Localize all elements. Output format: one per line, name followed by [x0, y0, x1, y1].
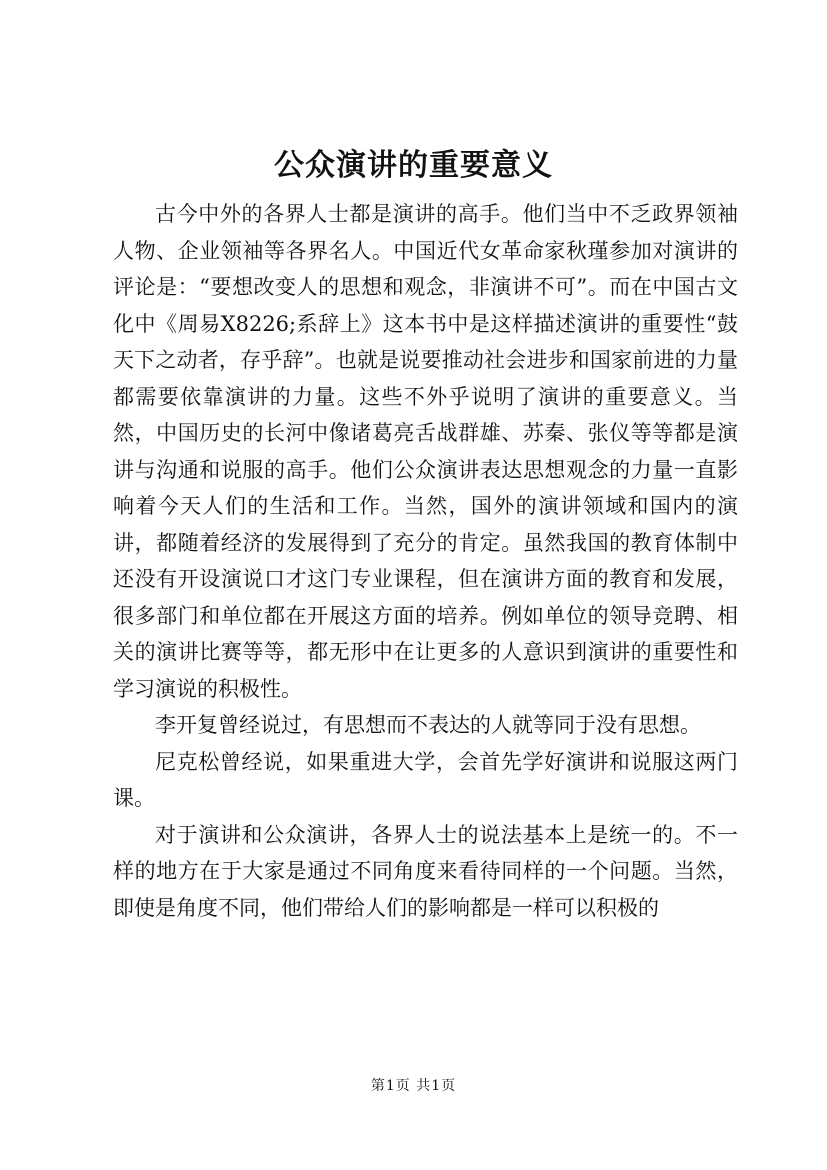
paragraph-3: 尼克松曾经说，如果重进大学，会首先学好演讲和说服这两门课。 [113, 749, 738, 810]
paragraph-1: 古今中外的各界人士都是演讲的高手。他们当中不乏政界领袖人物、企业领袖等各界名人。中国近代女革命家秋瑾参加对演讲的评论是：“要想改变人的思想和观念，非演讲不可”。而在中国古文化中《周易X8226;系辞上》这本书中是这样描述演讲的重要性“鼓天下之动者，存乎辞”。也就是说要推动社会进步和国家前进的力量都需要依靠演讲的力量。这些不外乎说明了演讲的重要意义。当然，中国历史的长河中像诸葛亮舌战群雄、苏秦、张仪等等都是演讲与沟通和说服的高手。他们公众演讲表达思想观念的力量一直影响着今天人们的生活和工作。当然，国外的演讲领域和国内的演讲，都随着经济的发展得到了充分的肯定。虽然我国的教育体制中还没有开设演说口才这门专业课程，但在演讲方面的教育和发展，很多部门和单位都在开展这方面的培养。例如单位的领导竞聘、相关的演讲比赛等等，都无形中在让更多的人意识到演讲的重要性和学习演说的积极性。 [113, 202, 738, 701]
paragraph-4: 对于演讲和公众演讲，各界人士的说法基本上是统一的。不一样的地方在于大家是通过不同角度来看待同样的一个问题。当然，即使是角度不同，他们带给人们的影响都是一样可以积极的 [113, 822, 738, 920]
paragraph-2: 李开复曾经说过，有思想而不表达的人就等同于没有思想。 [155, 713, 701, 737]
document-title: 公众演讲的重要意义 [274, 148, 553, 183]
document-body [113, 196, 738, 926]
page-number-footer: 第1页 共1页 [370, 1078, 457, 1094]
